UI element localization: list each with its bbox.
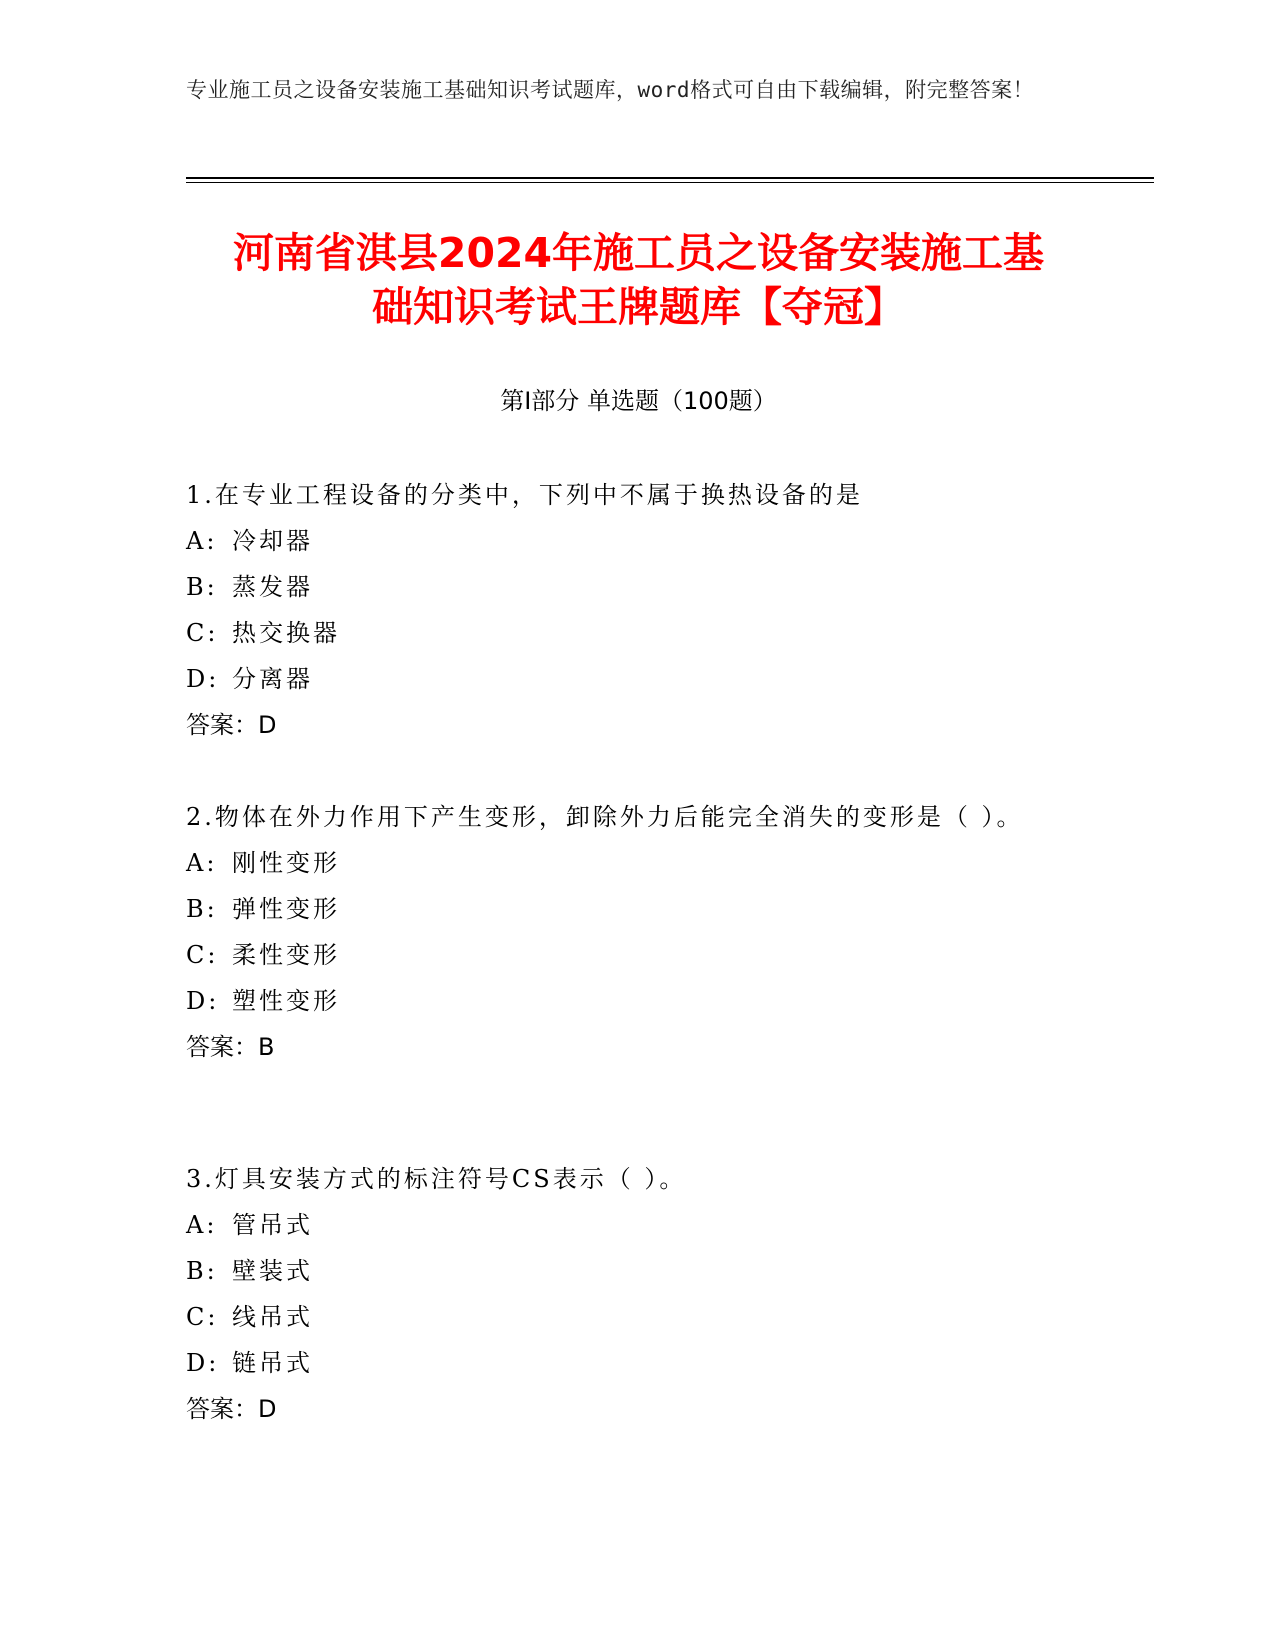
header-divider-thick [186, 177, 1154, 179]
option-text: 线吊式 [232, 1303, 313, 1331]
question-stem: 2.物体在外力作用下产生变形，卸除外力后能完全消失的变形是（ ）。 [186, 803, 1024, 831]
answer: 答案：D [186, 1395, 277, 1423]
header-divider-thin [186, 182, 1154, 183]
option-text: 链吊式 [232, 1349, 313, 1377]
option-key: A: [186, 527, 218, 555]
option-d [186, 978, 1086, 1024]
question-stem: 1.在专业工程设备的分类中，下列中不属于换热设备的是 [186, 481, 863, 509]
option-key: A: [186, 849, 218, 877]
option-text: 弹性变形 [232, 895, 340, 923]
document-title [186, 226, 1091, 334]
question-1 [186, 472, 1086, 748]
option-key: D: [186, 1349, 220, 1377]
option-key: C: [186, 1303, 219, 1331]
option-key: B: [186, 1257, 218, 1285]
option-d [186, 656, 1086, 702]
document-title-line-1: 河南省淇县2024年施工员之设备安装施工基 [232, 229, 1045, 277]
option-a [186, 840, 1086, 886]
option-text: 冷却器 [232, 527, 313, 555]
option-key: A: [186, 1211, 218, 1239]
option-key: D: [186, 987, 220, 1015]
option-b [186, 1248, 1086, 1294]
option-b [186, 564, 1086, 610]
option-key: B: [186, 895, 218, 923]
option-text: 管吊式 [232, 1211, 313, 1239]
document-title-line-2: 础知识考试王牌题库【夺冠】 [372, 283, 905, 331]
option-c [186, 932, 1086, 978]
header-note: 专业施工员之设备安装施工基础知识考试题库，word格式可自由下载编辑，附完整答案！ [186, 78, 1035, 102]
question-2 [186, 794, 1086, 1070]
option-text: 刚性变形 [232, 849, 340, 877]
option-c [186, 610, 1086, 656]
answer: 答案：B [186, 1033, 275, 1061]
option-text: 蒸发器 [232, 573, 313, 601]
answer: 答案：D [186, 711, 277, 739]
option-key: C: [186, 619, 219, 647]
option-text: 分离器 [232, 665, 313, 693]
option-text: 热交换器 [232, 619, 340, 647]
option-text: 柔性变形 [232, 941, 340, 969]
option-key: C: [186, 941, 219, 969]
section-heading: 第Ⅰ部分 单选题（100题） [500, 387, 777, 415]
question-3 [186, 1156, 1086, 1432]
option-key: B: [186, 573, 218, 601]
option-a [186, 1202, 1086, 1248]
option-a [186, 518, 1086, 564]
option-text: 壁装式 [232, 1257, 313, 1285]
question-stem: 3.灯具安装方式的标注符号CS表示（ ）。 [186, 1165, 687, 1193]
option-c [186, 1294, 1086, 1340]
option-text: 塑性变形 [232, 987, 340, 1015]
option-b [186, 886, 1086, 932]
option-d [186, 1340, 1086, 1386]
option-key: D: [186, 665, 220, 693]
